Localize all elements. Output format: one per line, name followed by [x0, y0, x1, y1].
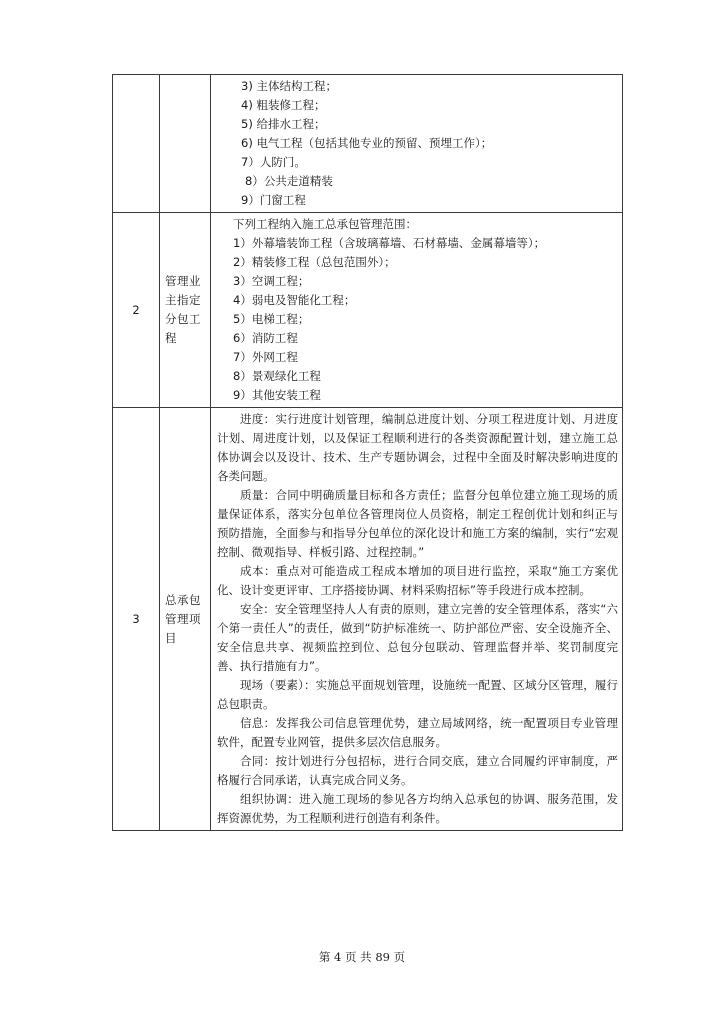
list-item: 6）消防工程: [233, 331, 298, 345]
list-item: 1）外幕墙装饰工程（含玻璃幕墙、石材幕墙、金属幕墙等）；: [233, 236, 546, 250]
row-category: [160, 75, 211, 213]
list-item: 8）公共走道精装: [245, 174, 333, 188]
list-item: 5）电梯工程；: [233, 312, 310, 326]
paragraph: 合同：按计划进行分包招标，进行合同交底，建立合同履约评审制度，严格履行合同承诺，认真完成合同义务。: [217, 754, 618, 787]
list-item: 9）其他安装工程: [233, 388, 321, 402]
list-item: 3) 主体结构工程；: [241, 79, 337, 93]
list-item: 7）外网工程: [233, 350, 298, 364]
paragraph: 质量：合同中明确质量目标和各方责任；监督分包单位建立施工现场的质量保证体系，落实分包单位各管理岗位人员资格，制定工程创优计划和纠正与预防措施，全面参与和指导分包单位的深化设计和施工方案的编制，实行“宏观控制、微观指导、样板引路、过程控制。”: [217, 488, 618, 559]
list-item: 下列工程纳入施工总承包管理范围：: [233, 217, 417, 231]
scope-table: [112, 74, 623, 831]
paragraph: 组织协调：进入施工现场的参见各方均纳入总承包的协调、服务范围，发挥资源优势，为工程顺利进行创造有利条件。: [217, 792, 618, 825]
paragraph: 安全：安全管理坚持人人有责的原则，建立完善的安全管理体系，落实“六个第一责任人”的责任，做到“防护标准统一、防护部位严密、安全设施齐全、安全信息共享、视频监控到位、总包分包联动、管理监督并举、奖罚制度完善、执行措施有力”。: [217, 602, 618, 673]
list-item: 9）门窗工程: [241, 193, 306, 207]
item-list: [211, 75, 623, 213]
list-item: 2）精装修工程（总包范围外）；: [233, 255, 396, 269]
paragraph-list: [211, 408, 623, 831]
row-number: 2: [113, 213, 160, 408]
paragraph: 成本：重点对可能造成工程成本增加的项目进行监控，采取“施工方案优化、设计变更评审、工序搭接协调、材料采购招标”等手段进行成本控制。: [217, 564, 618, 597]
paragraph: 进度：实行进度计划管理，编制总进度计划、分项工程进度计划、月进度计划、周进度计划，以及保证工程顺利进行的各类资源配置计划，建立施工总体协调会以及设计、技术、生产专题协调会，过程中全面及时解决影响进度的各类问题。: [217, 412, 618, 483]
list-item: 8）景观绿化工程: [233, 369, 321, 383]
page-footer: 第 4 页 共 89 页: [318, 950, 406, 964]
list-item: 7）人防门。: [241, 155, 306, 169]
row-number: 3: [113, 408, 160, 831]
list-item: 4) 粗装修工程；: [241, 98, 326, 112]
list-item: 3）空调工程；: [233, 274, 310, 288]
table-row: [113, 75, 623, 213]
table-row: [113, 408, 623, 831]
item-list: [211, 213, 623, 408]
table-row: [113, 213, 623, 408]
row-category: 总承包管理项目: [160, 408, 211, 831]
paragraph: 信息：发挥我公司信息管理优势，建立局域网络，统一配置项目专业管理软件，配置专业网管，提供多层次信息服务。: [217, 716, 618, 749]
row-number: [113, 75, 160, 213]
list-item: 5) 给排水工程；: [241, 117, 326, 131]
list-item: 6) 电气工程（包括其他专业的预留、预埋工作）；: [241, 136, 493, 150]
row-category: 管理业主指定分包工程: [160, 213, 211, 408]
paragraph: 现场（要素）：实施总平面规划管理，设施统一配置、区域分区管理，履行总包职责。: [217, 678, 618, 711]
list-item: 4）弱电及智能化工程；: [233, 293, 356, 307]
